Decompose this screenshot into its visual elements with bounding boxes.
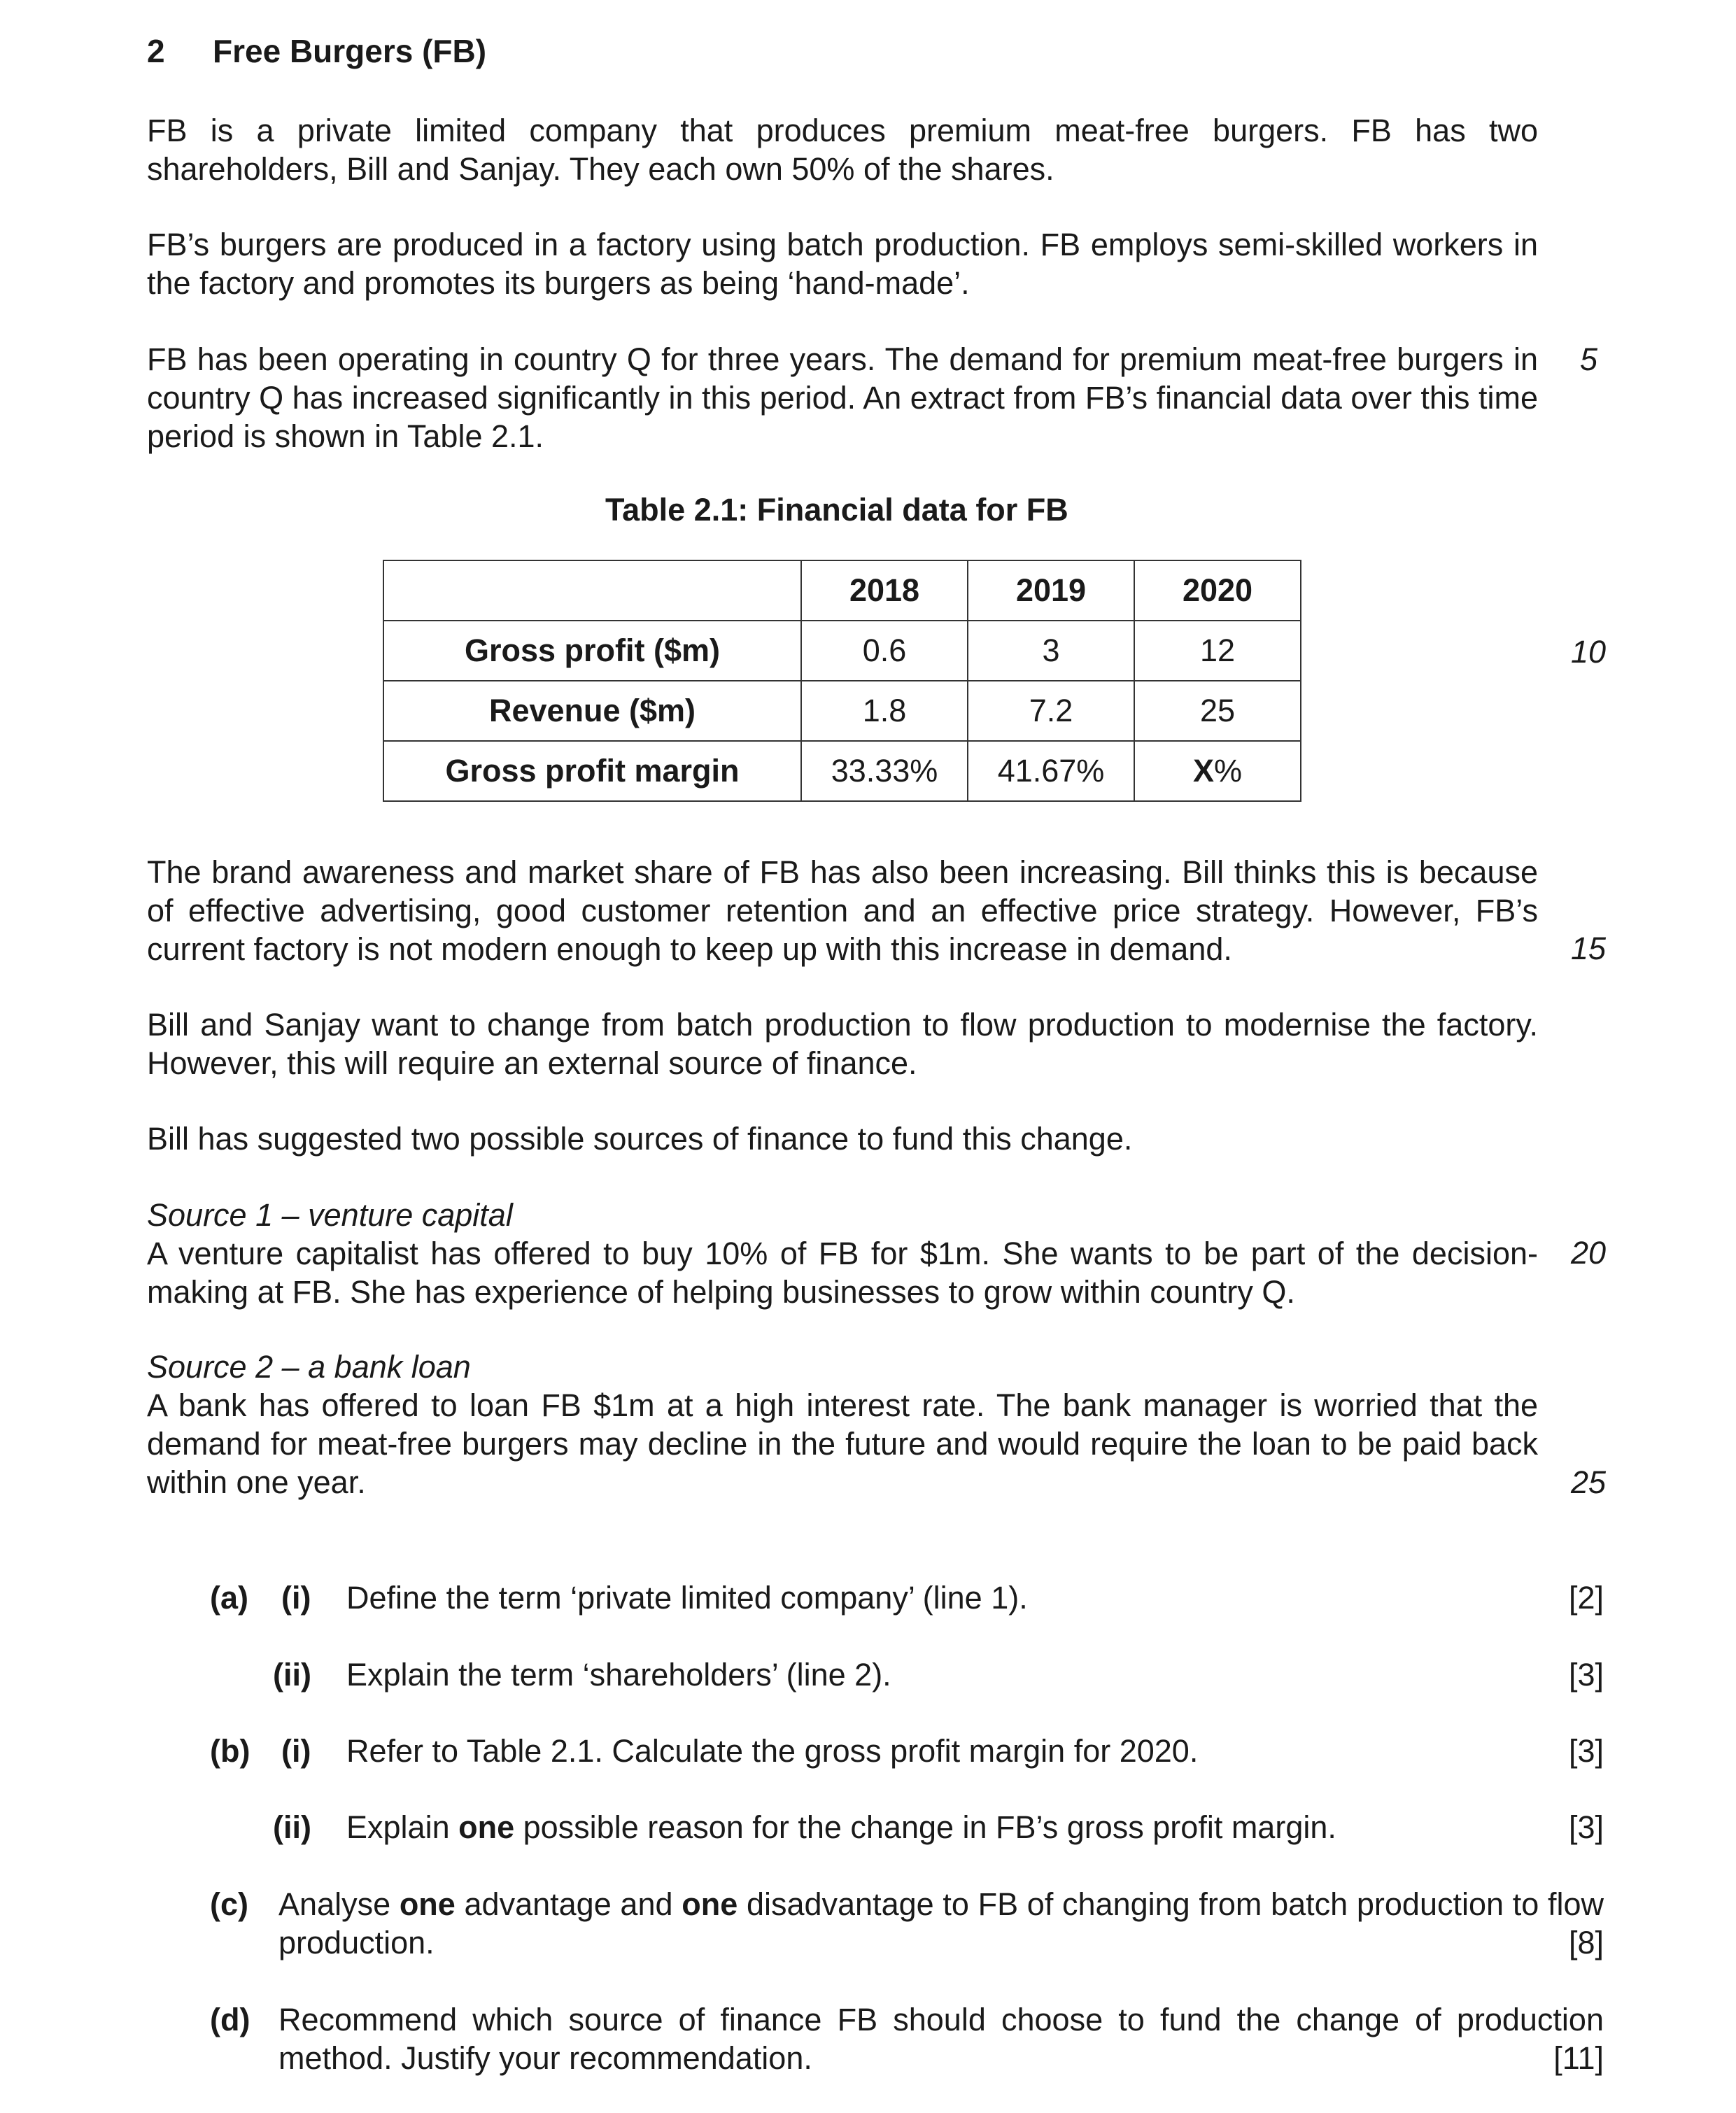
source-2-text: A bank has offered to loan FB $1m at a high interest rate. The bank manager is worried that the demand for meat-free burgers may decline in the future and would require the loan to be paid back within one year. (147, 1387, 1538, 1500)
row-label: Gross profit margin (383, 741, 801, 801)
source-1-title: Source 1 – venture capital (147, 1197, 513, 1233)
row-label: Gross profit ($m) (383, 621, 801, 681)
paragraph-2: FB’s burgers are produced in a factory using batch production. FB employs semi-skilled workers in the factory and promotes its burgers as being ‘hand-made’. (147, 227, 1538, 301)
table-row (383, 621, 1301, 681)
row-label: Revenue ($m) (383, 681, 801, 741)
part-label-b: (b) (210, 1733, 250, 1769)
paragraph-3: FB has been operating in country Q for three years. The demand for premium meat-free burgers in country Q has increased significantly in this period. An extract from FB’s financial data over this time period is shown in Table 2.1. (147, 341, 1538, 454)
emphasis: one (458, 1809, 515, 1845)
line-number-15: 15 (1571, 931, 1607, 966)
marks: [2] (1568, 1580, 1604, 1616)
question-text: Explain the term ‘shareholders’ (line 2). (346, 1657, 891, 1692)
source-1 (147, 1196, 1538, 1311)
table-cell: 25 (1134, 681, 1301, 741)
question-text: Define the term ‘private limited company’ (line 1). (346, 1580, 1028, 1616)
question-text (346, 1808, 1336, 1846)
table-row (383, 741, 1301, 801)
text-run: Analyse (278, 1886, 400, 1922)
source-2-title: Source 2 – a bank loan (147, 1349, 471, 1385)
subpart-label-i: (i) (281, 1733, 311, 1769)
text-run: Explain (346, 1809, 459, 1845)
unknown-x: X (1192, 753, 1214, 789)
subpart-label-ii: (ii) (273, 1809, 311, 1845)
source-1-text: A venture capitalist has offered to buy 10% of FB for $1m. She wants to be part of the decision-making at FB. She has experience of helping businesses to grow within country Q. (147, 1236, 1538, 1310)
question-a-ii (210, 1655, 1604, 1694)
table-caption: Table 2.1: Financial data for FB (605, 492, 1068, 528)
table-cell: 0.6 (801, 621, 968, 681)
text-run: advantage and (455, 1886, 682, 1922)
table-header-row (383, 560, 1301, 621)
year-header: 2018 (801, 560, 968, 621)
emphasis: one (682, 1886, 738, 1922)
subpart-label-i: (i) (281, 1580, 311, 1616)
line-number-10: 10 (1571, 634, 1607, 670)
line-number-20: 20 (1571, 1235, 1607, 1271)
marks: [8] (1568, 1925, 1604, 1960)
table-corner-cell (383, 560, 801, 621)
question-a-i (210, 1578, 1604, 1617)
marks: [3] (1568, 1657, 1604, 1692)
question-heading (147, 32, 486, 70)
table-cell: 1.8 (801, 681, 968, 741)
question-b-ii (210, 1808, 1604, 1846)
line-number-5: 5 (1580, 341, 1598, 377)
table-cell: 41.67% (968, 741, 1134, 801)
part-label-c: (c) (210, 1886, 248, 1922)
source-2 (147, 1348, 1538, 1501)
text-run: disadvantage to FB of changing from batch production to flow production. (278, 1886, 1604, 1960)
question-text (278, 1885, 1604, 1962)
paragraph-1: FB is a private limited company that produces premium meat-free burgers. FB has two shareholders, Bill and Sanjay. They each own 50% of the shares. (147, 113, 1538, 187)
table-row (383, 681, 1301, 741)
part-label-a: (a) (210, 1580, 248, 1616)
paragraph-5: Bill and Sanjay want to change from batch production to flow production to modernise the factory. However, this will require an external source of finance. (147, 1007, 1538, 1081)
question-text: Refer to Table 2.1. Calculate the gross profit margin for 2020. (346, 1733, 1199, 1769)
question-title: Free Burgers (FB) (213, 33, 487, 69)
table-cell: 3 (968, 621, 1134, 681)
table-cell-unknown (1134, 741, 1301, 801)
marks: [11] (1553, 2040, 1604, 2076)
financial-data-table (383, 560, 1301, 802)
year-header: 2019 (968, 560, 1134, 621)
marks: [3] (1568, 1733, 1604, 1769)
question-c (210, 1885, 1604, 1963)
paragraph-4: The brand awareness and market share of FB has also been increasing. Bill thinks this is because of effective advertising, good customer retention and an effective price strategy. However, FB’s current factory is not modern enough to keep up with this increase in demand. (147, 854, 1538, 967)
text-run: possible reason for the change in FB’s gross profit margin. (514, 1809, 1336, 1845)
percent-sign: % (1214, 753, 1243, 789)
year-header: 2020 (1134, 560, 1301, 621)
question-text: Recommend which source of finance FB should choose to fund the change of production method. Justify your recommendation. (278, 2002, 1604, 2076)
line-number-25: 25 (1571, 1464, 1607, 1500)
table-cell: 7.2 (968, 681, 1134, 741)
table-cell: 12 (1134, 621, 1301, 681)
question-number: 2 (147, 33, 165, 69)
emphasis: one (399, 1886, 456, 1922)
paragraph-6: Bill has suggested two possible sources of finance to fund this change. (147, 1121, 1133, 1157)
marks: [3] (1568, 1809, 1604, 1845)
subpart-label-ii: (ii) (273, 1657, 311, 1692)
question-d (210, 2000, 1604, 2079)
question-b-i (210, 1732, 1604, 1770)
part-label-d: (d) (210, 2002, 250, 2037)
table-cell: 33.33% (801, 741, 968, 801)
